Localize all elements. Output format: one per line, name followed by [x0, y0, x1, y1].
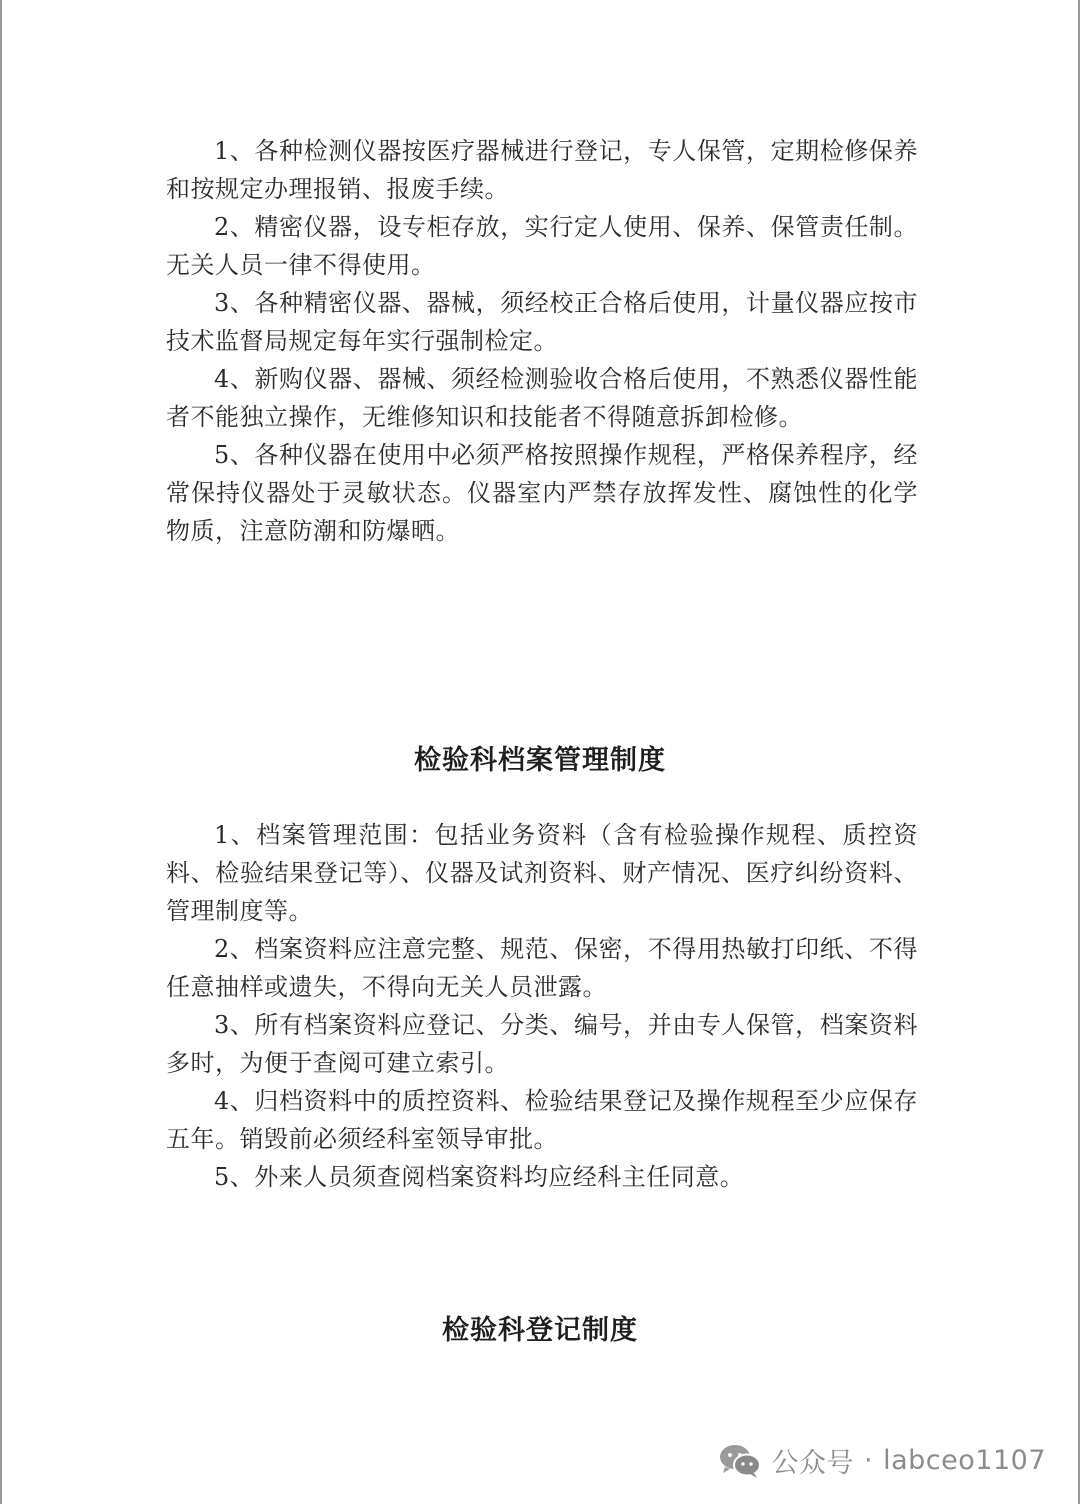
rule-paragraph: 1、档案管理范围：包括业务资料（含有检验操作规程、质控资料、检验结果登记等）、仪器及试剂资料、财产情况、医疗纠纷资料、管理制度等。: [166, 821, 918, 925]
registration-policy-heading: 检验科登记制度: [442, 1315, 638, 1346]
watermark-account: labceo1107: [883, 1445, 1046, 1476]
rule-paragraph: 3、所有档案资料应登记、分类、编号，并由专人保管，档案资料多时，为便于查阅可建立索引。: [166, 1011, 918, 1077]
rule-paragraph: 1、各种检测仪器按医疗器械进行登记，专人保管，定期检修保养和按规定办理报销、报废手续。: [166, 137, 918, 203]
rule-paragraph: 3、各种精密仪器、器械，须经校正合格后使用，计量仪器应按市技术监督局规定每年实行强制检定。: [166, 289, 918, 355]
wechat-watermark: [718, 1441, 1046, 1480]
wechat-icon: [718, 1443, 762, 1479]
rule-paragraph: 5、外来人员须查阅档案资料均应经科主任同意。: [214, 1163, 745, 1191]
watermark-label: 公众号: [771, 1448, 855, 1479]
rule-paragraph: 2、档案资料应注意完整、规范、保密，不得用热敏打印纸、不得任意抽样或遗失，不得向无关人员泄露。: [166, 935, 918, 1001]
rule-paragraph: 5、各种仪器在使用中必须严格按照操作规程，严格保养程序，经常保持仪器处于灵敏状态。仪器室内严禁存放挥发性、腐蚀性的化学物质，注意防潮和防爆晒。: [166, 441, 918, 545]
rule-paragraph: 4、归档资料中的质控资料、检验结果登记及操作规程至少应保存五年。销毁前必须经科室领导审批。: [166, 1087, 918, 1153]
rule-paragraph: 2、精密仪器，设专柜存放，实行定人使用、保养、保管责任制。无关人员一律不得使用。: [166, 213, 918, 279]
archive-policy-heading: 检验科档案管理制度: [414, 745, 666, 776]
rule-paragraph: 4、新购仪器、器械、须经检测验收合格后使用，不熟悉仪器性能者不能独立操作，无维修知识和技能者不得随意拆卸检修。: [166, 365, 918, 431]
archive-rules-section: [166, 816, 918, 1196]
instrument-rules-section: [166, 132, 918, 550]
watermark-separator: ·: [864, 1445, 874, 1476]
